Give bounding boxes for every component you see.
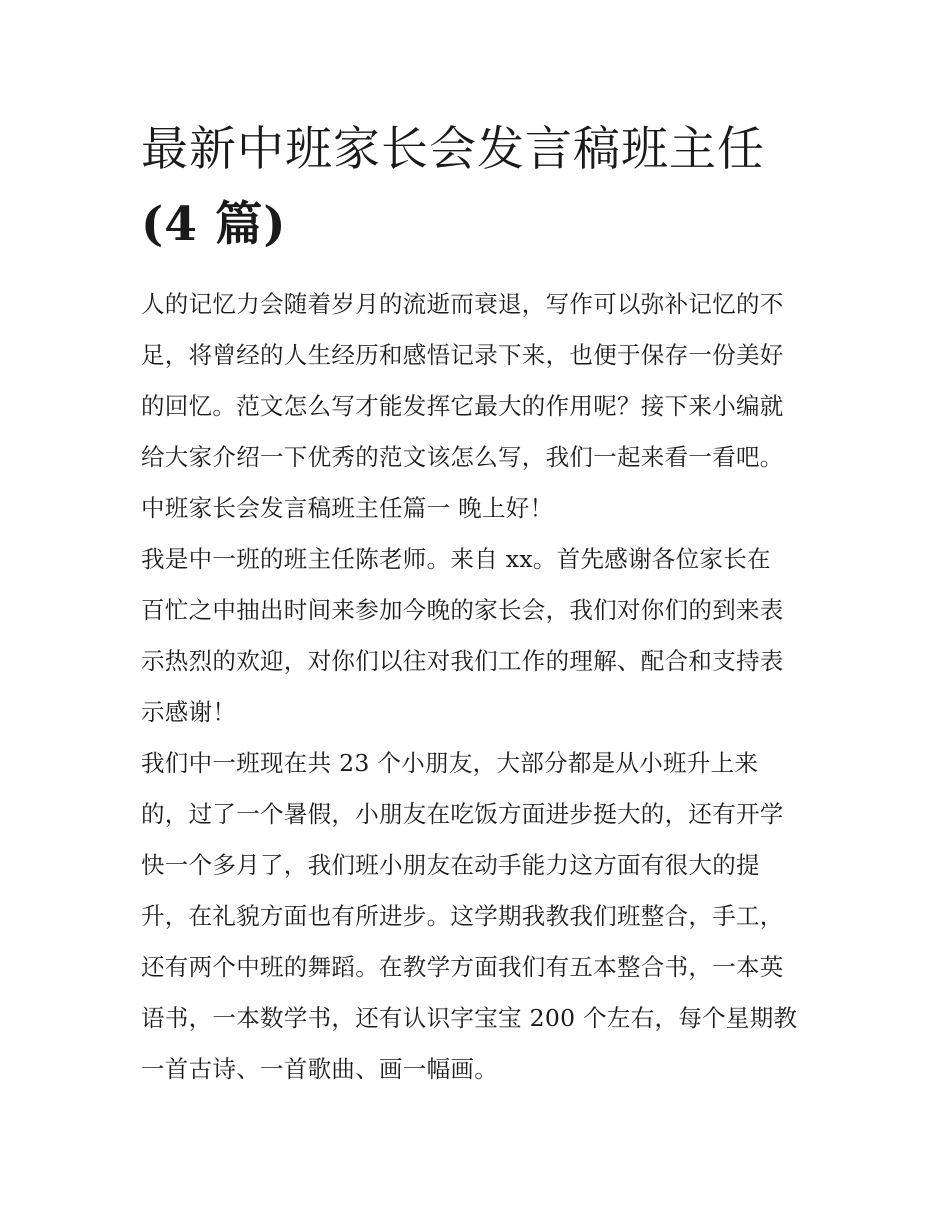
body-line: 的，过了一个暑假，小朋友在吃饭方面进步挺大的，还有开学	[141, 800, 784, 828]
body-line: 语书，一本数学书，还有认识字宝宝 200 个左右，每个星期教	[141, 1004, 798, 1032]
body-line: 一首古诗、一首歌曲、画一幅画。	[141, 1055, 498, 1083]
body-line: 给大家介绍一下优秀的范文该怎么写，我们一起来看一看吧。	[141, 443, 784, 471]
body-line: 还有两个中班的舞蹈。在教学方面我们有五本整合书，一本英	[141, 953, 784, 981]
body-line: 示感谢！	[141, 698, 237, 726]
document-title	[141, 112, 821, 262]
body-line: 我是中一班的班主任陈老师。来自 xx。首先感谢各位家长在	[141, 545, 771, 573]
body-line: 的回忆。范文怎么写才能发挥它最大的作用呢？接下来小编就	[141, 392, 784, 420]
title-line-2: (4 篇)	[141, 197, 287, 252]
title-line-1: 最新中班家长会发言稿班主任	[141, 122, 765, 177]
body-line: 示热烈的欢迎，对你们以往对我们工作的理解、配合和支持表	[141, 647, 784, 675]
section-heading-line: 中班家长会发言稿班主任篇一 晚上好！	[141, 494, 554, 522]
body-line: 快一个多月了，我们班小朋友在动手能力这方面有很大的提	[141, 851, 760, 879]
body-line: 足，将曾经的人生经历和感悟记录下来，也便于保存一份美好	[141, 341, 784, 369]
document-body	[141, 279, 831, 1095]
body-line: 人的记忆力会随着岁月的流逝而衰退，写作可以弥补记忆的不	[141, 290, 784, 318]
body-line: 百忙之中抽出时间来参加今晚的家长会，我们对你们的到来表	[141, 596, 784, 624]
body-line: 升，在礼貌方面也有所进步。这学期我教我们班整合，手工，	[141, 902, 784, 930]
body-line: 我们中一班现在共 23 个小朋友，大部分都是从小班升上来	[141, 749, 759, 777]
